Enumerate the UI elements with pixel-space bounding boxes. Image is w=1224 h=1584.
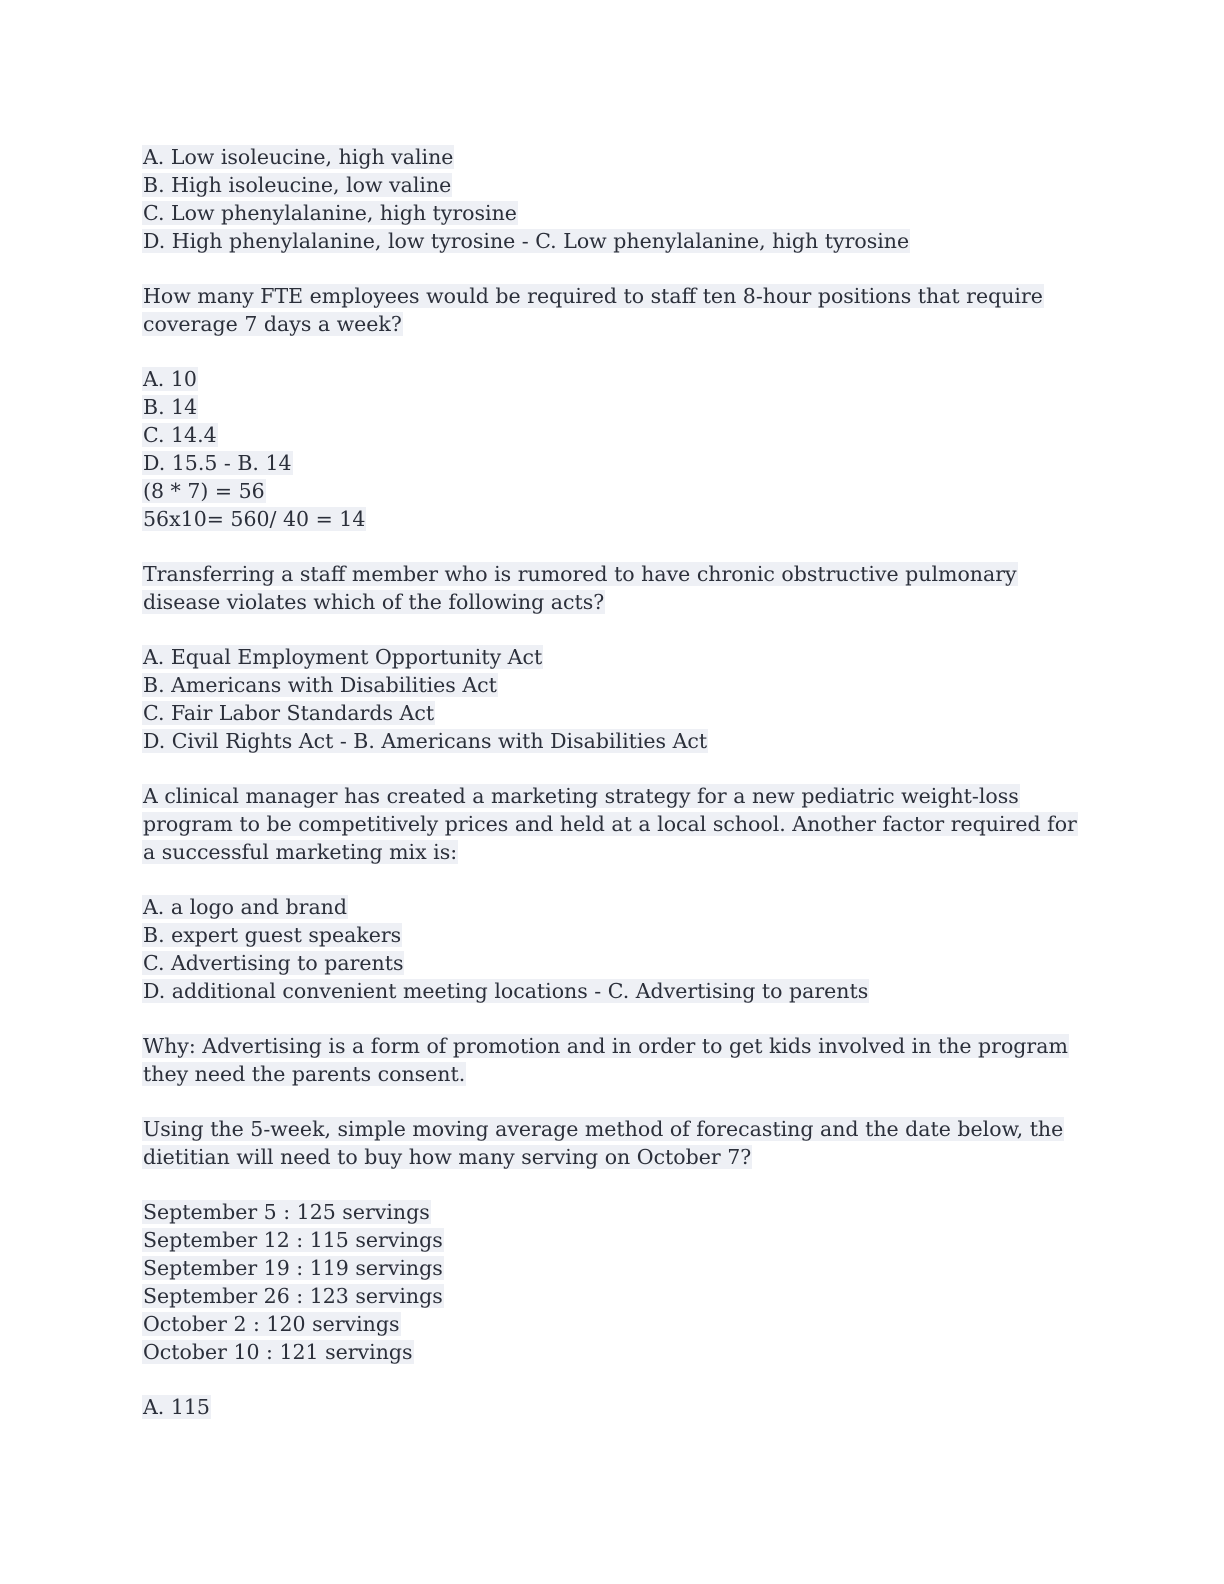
option-line: A. a logo and brand (143, 895, 347, 919)
option-line: D. High phenylalanine, low tyrosine - C. Low phenylalanine, high tyrosine (143, 229, 910, 253)
option-line: A. 10 (143, 367, 197, 391)
option-line: C. Advertising to parents (143, 951, 404, 975)
data-line: September 26 : 123 servings (143, 1284, 443, 1308)
option-line: B. Americans with Disabilities Act (143, 673, 497, 697)
q4-explanation: Why: Advertising is a form of promotion and in order to get kids involved in the program they need the parents consent. (143, 1034, 1068, 1086)
q4-options (142, 893, 1082, 1005)
calculation-line: (8 * 7) = 56 (143, 479, 265, 503)
option-line: C. Low phenylalanine, high tyrosine (143, 201, 517, 225)
q3-options (142, 643, 1082, 755)
option-line: B. High isoleucine, low valine (143, 173, 452, 197)
data-line: September 19 : 119 servings (143, 1256, 443, 1280)
option-line: D. Civil Rights Act - B. Americans with Disabilities Act (143, 729, 708, 753)
option-line: C. 14.4 (143, 423, 217, 447)
option-line: A. Low isoleucine, high valine (143, 145, 454, 169)
q3-question: Transferring a staff member who is rumored to have chronic obstructive pulmonary disease violates which of the following acts? (143, 562, 1017, 614)
q4-question: A clinical manager has created a marketing strategy for a new pediatric weight-loss program to be competitively prices and held at a local school. Another factor required for a successful marketing mix is: (143, 784, 1077, 864)
q2-options (142, 365, 1082, 533)
option-line: B. expert guest speakers (143, 923, 402, 947)
data-line: October 10 : 121 servings (143, 1340, 413, 1364)
option-line: D. additional convenient meeting locations - C. Advertising to parents (143, 979, 869, 1003)
data-line: September 12 : 115 servings (143, 1228, 443, 1252)
option-line: A. Equal Employment Opportunity Act (143, 645, 543, 669)
option-line: C. Fair Labor Standards Act (143, 701, 435, 725)
data-line: September 5 : 125 servings (143, 1200, 430, 1224)
q5-question: Using the 5-week, simple moving average method of forecasting and the date below, the dietitian will need to buy how many serving on October 7? (143, 1117, 1064, 1169)
option-line: B. 14 (143, 395, 198, 419)
q5-options (142, 1393, 1082, 1421)
option-line: D. 15.5 - B. 14 (143, 451, 292, 475)
q5-data (142, 1198, 1082, 1366)
q2-question: How many FTE employees would be required to staff ten 8-hour positions that require coverage 7 days a week? (143, 284, 1043, 336)
data-line: October 2 : 120 servings (143, 1312, 400, 1336)
calculation-line: 56x10= 560/ 40 = 14 (143, 507, 366, 531)
document-page (142, 143, 1082, 1448)
option-line: A. 115 (143, 1395, 210, 1419)
q1-options (142, 143, 1082, 255)
